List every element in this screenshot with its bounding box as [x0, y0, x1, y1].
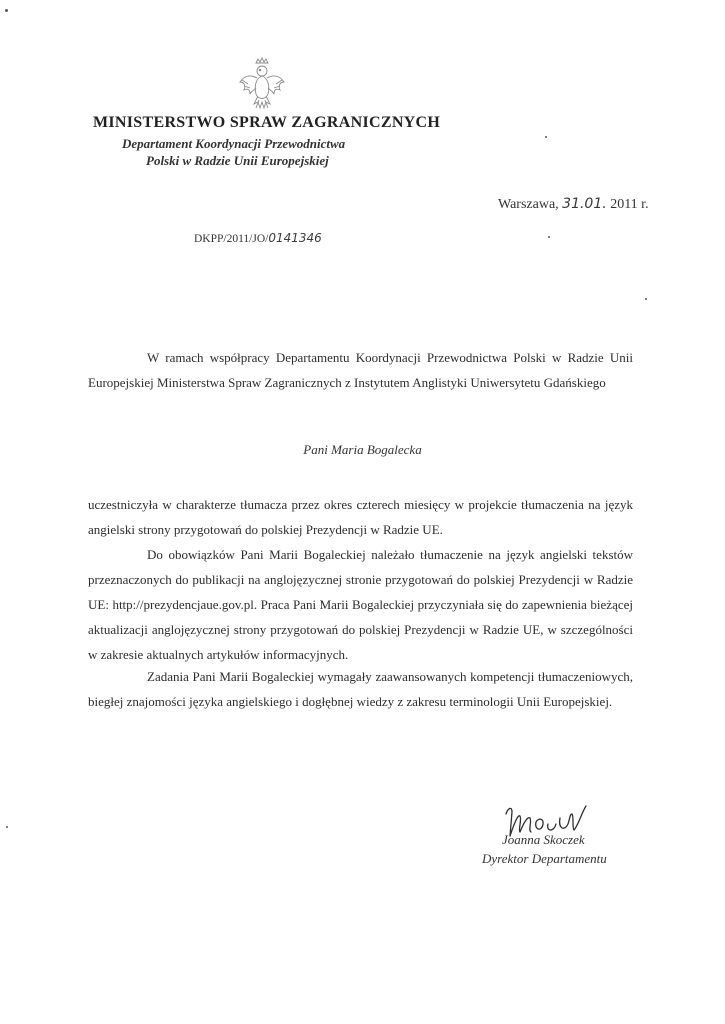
body-paragraph-2: uczestniczyła w charakterze tłumacza przez okres czterech miesięcy w projekcie tłumaczenia na język angielski strony przygotowań do polskiej Prezydencji w Radzie UE.	[88, 497, 633, 537]
scan-speck	[548, 236, 550, 238]
dateline	[498, 196, 649, 213]
reference-number	[194, 231, 322, 245]
handwritten-reference: 0141346	[268, 231, 322, 245]
scan-speck	[545, 136, 547, 138]
reference-prefix: DKPP/2011/JO/	[194, 233, 269, 245]
recipient-name: Pani Maria Bogalecka	[303, 442, 422, 457]
scan-speck	[645, 298, 647, 300]
date-year: 2011 r.	[610, 197, 649, 212]
polish-eagle-emblem-icon	[236, 56, 288, 112]
signer-name: Joanna Skoczek	[502, 832, 585, 847]
department-line-2: Polski w Radzie Unii Europejskiej	[146, 153, 329, 168]
scan-speck	[6, 826, 8, 828]
body-paragraph-1: W ramach współpracy Departamentu Koordynacji Przewodnictwa Polski w Radzie Unii Europejskiej Ministerstwa Spraw Zagranicznych z Instytutem Anglistyki Uniwersytetu Gdańskiego	[88, 350, 633, 390]
handwritten-date: 31.01.	[562, 196, 607, 212]
body-paragraph-4: Zadania Pani Marii Bogaleckiej wymagały zaawansowanych kompetencji tłumaczeniowych, biegłej znajomości języka angielskiego i dogłębnej wiedzy z zakresu terminologii Unii Europejskiej.	[88, 669, 633, 709]
signer-title: Dyrektor Departamentu	[482, 851, 607, 866]
scan-speck	[5, 9, 8, 12]
date-city: Warszawa,	[498, 197, 559, 212]
department-line-1: Departament Koordynacji Przewodnictwa	[122, 136, 346, 151]
ministry-name: MINISTERSTWO SPRAW ZAGRANICZNYCH	[93, 114, 441, 131]
body-paragraph-3: Do obowiązków Pani Marii Bogaleckiej należało tłumaczenie na język angielski tekstów przeznaczonych do publikacji na anglojęzycznej stronie przygotowań do polskiej Prezydencji w Radzie UE: http://prezydencjaue.gov.pl. Praca Pani Marii Bogaleckiej przyczyniała się do zapewnienia bieżącej aktualizacji anglojęzycznej strony przygotowań do polskiej Prezydencji w Radzie UE, w szczególności w zakresie aktualnych artykułów informacyjnych.	[88, 547, 633, 662]
